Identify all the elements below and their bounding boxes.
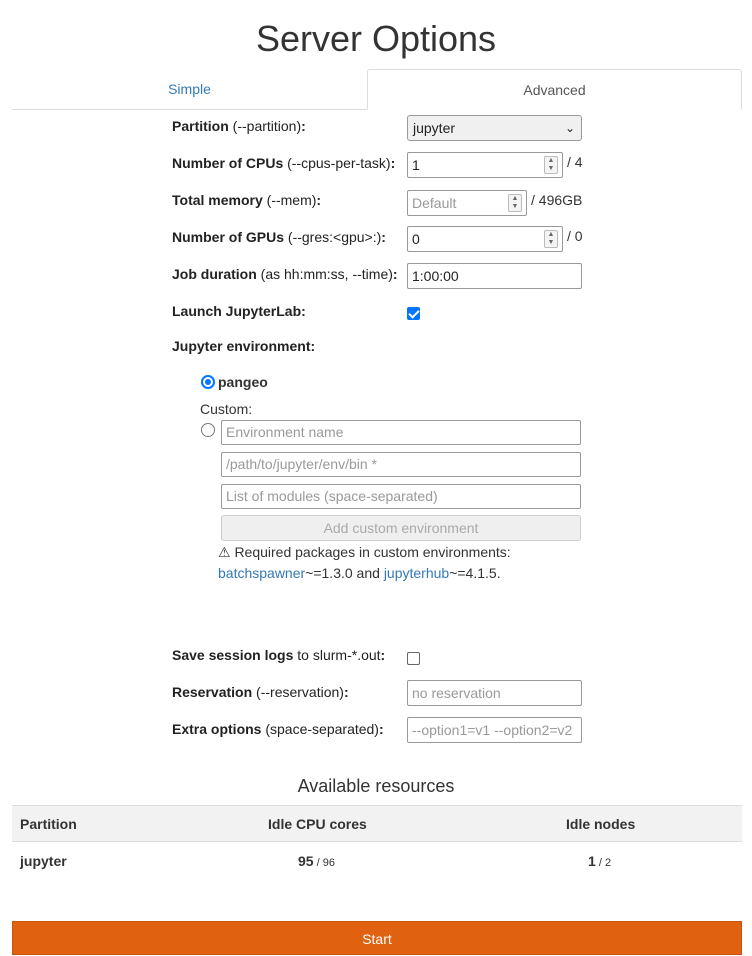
col-idle-cpu: Idle CPU cores <box>268 816 367 832</box>
gpus-max: / 0 <box>567 228 583 244</box>
partition-select-value: jupyter <box>413 120 456 136</box>
env-modules-input[interactable]: List of modules (space-separated) <box>221 484 581 509</box>
extra-options-input[interactable]: --option1=v1 --option2=v2 <box>407 717 582 743</box>
env-radio-custom[interactable] <box>201 423 215 437</box>
gpus-input[interactable] <box>407 226 563 252</box>
env-path-input[interactable]: /path/to/jupyter/env/bin * <box>221 452 581 477</box>
col-partition: Partition <box>20 816 77 832</box>
table-header <box>12 805 742 842</box>
batchspawner-link[interactable]: batchspawner <box>218 565 306 581</box>
environment-label: Jupyter environment: <box>172 338 316 354</box>
spinner-icon[interactable]: ▲ ▼ <box>508 194 522 212</box>
tab-simple[interactable]: Simple <box>12 69 367 110</box>
duration-input[interactable] <box>407 263 582 289</box>
tab-advanced[interactable]: Advanced <box>367 69 742 110</box>
env-requirements: batchspawner~=1.3.0 and jupyterhub~=4.1.5. <box>218 565 501 581</box>
col-idle-nodes: Idle nodes <box>566 816 636 832</box>
reservation-input[interactable]: no reservation <box>407 680 582 706</box>
resources-title: Available resources <box>297 776 455 796</box>
extra-options-label: Extra options (space-separated): <box>172 721 384 737</box>
partition-label: Partition (--partition): <box>172 118 306 134</box>
cell-partition: jupyter <box>20 853 67 869</box>
gpus-input-value: 0 <box>412 231 420 247</box>
env-warning: ⚠ Required packages in custom environments: <box>218 544 511 560</box>
logs-checkbox[interactable] <box>407 652 420 665</box>
spinner-icon[interactable]: ▲ ▼ <box>544 156 558 174</box>
memory-input-placeholder: Default <box>412 195 457 211</box>
duration-label: Job duration (as hh:mm:ss, --time): <box>172 266 398 282</box>
jupyterhub-link[interactable]: jupyterhub <box>383 565 450 581</box>
resources-table <box>12 805 742 880</box>
jupyterlab-label: Launch JupyterLab: <box>172 303 306 319</box>
spinner-icon[interactable]: ▲ ▼ <box>544 230 558 248</box>
add-custom-environment-button[interactable]: Add custom environment <box>221 515 581 541</box>
env-name-input[interactable]: Environment name <box>221 420 581 445</box>
chevron-down-icon: ⌄ <box>564 121 575 135</box>
memory-max: / 496GB <box>531 192 583 208</box>
memory-label: Total memory (--mem): <box>172 192 322 208</box>
start-button[interactable]: Start <box>12 921 742 955</box>
cpus-input[interactable] <box>407 152 563 178</box>
partition-select[interactable] <box>407 115 582 141</box>
tab-bar <box>12 69 742 110</box>
env-option-pangeo: pangeo <box>218 374 268 390</box>
gpus-label: Number of GPUs (--gres:<gpu>:): <box>172 229 386 245</box>
page-title: Server Options <box>255 18 497 59</box>
memory-input[interactable] <box>407 190 527 216</box>
env-radio-pangeo[interactable] <box>201 375 215 389</box>
cpus-input-value: 1 <box>412 157 420 173</box>
table-row <box>12 842 742 880</box>
cell-idle-nodes: 1 / 2 <box>588 853 612 869</box>
cpus-max: / 4 <box>567 154 583 170</box>
logs-label: Save session logs to slurm-*.out: <box>172 647 386 663</box>
reservation-label: Reservation (--reservation): <box>172 684 349 700</box>
cpus-label: Number of CPUs (--cpus-per-task): <box>172 155 396 171</box>
cell-idle-cpu: 95 / 96 <box>298 853 335 869</box>
duration-input-value: 1:00:00 <box>412 268 459 284</box>
jupyterlab-checkbox[interactable] <box>407 307 420 320</box>
env-custom-label: Custom: <box>200 401 253 417</box>
